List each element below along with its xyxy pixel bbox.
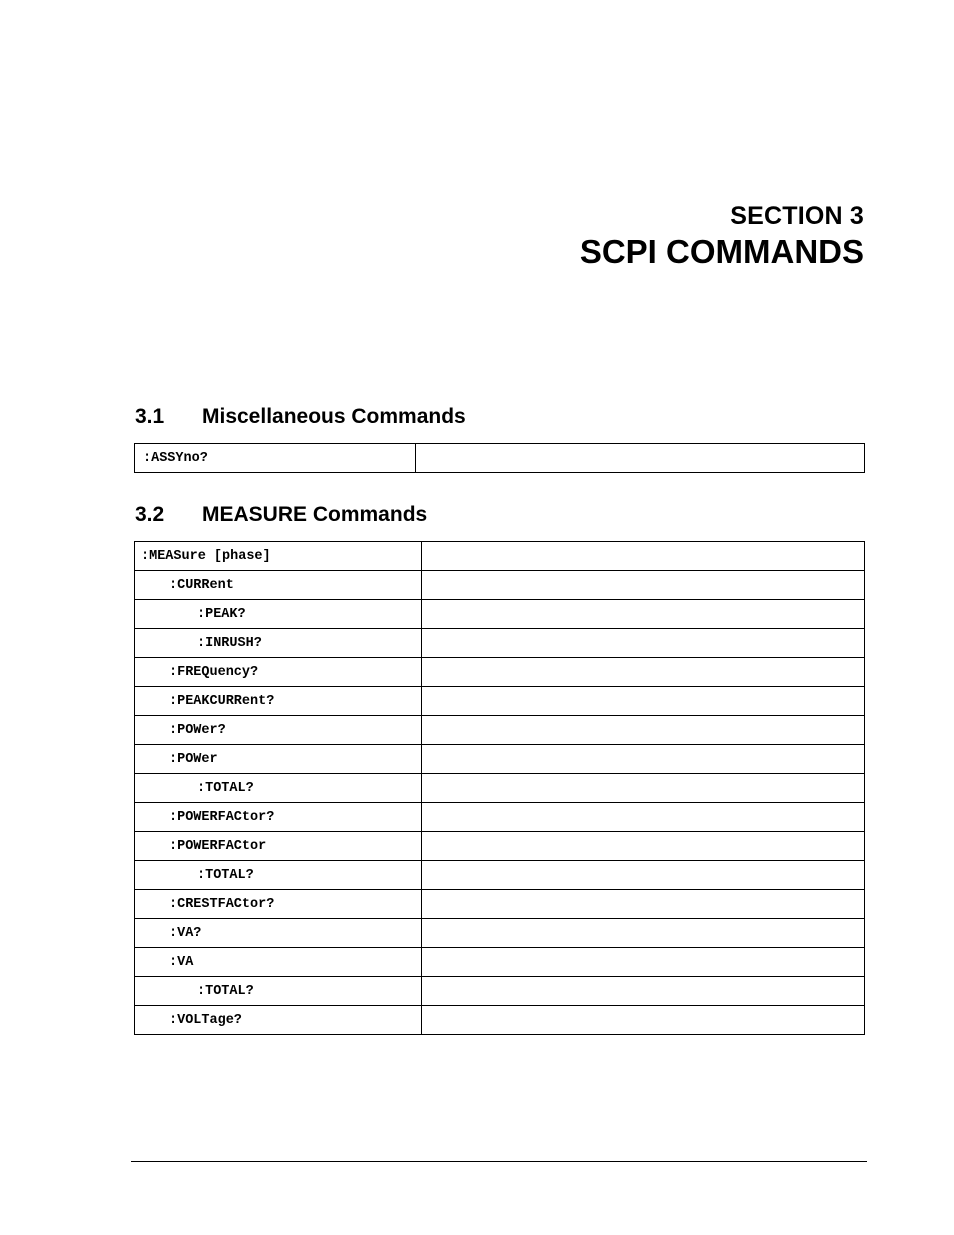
table-row xyxy=(135,600,865,629)
subsection-title: MEASURE Commands xyxy=(202,503,428,526)
command-cell: :VOLTage? xyxy=(135,1006,422,1035)
table-row xyxy=(135,1006,865,1035)
table-row xyxy=(135,977,865,1006)
command-cell: :ASSYno? xyxy=(135,444,416,473)
description-cell xyxy=(422,716,865,745)
command-cell: :POWer? xyxy=(135,716,422,745)
subsection-number: 3.1 xyxy=(135,405,165,428)
command-cell: :POWERFACtor? xyxy=(135,803,422,832)
table-row xyxy=(135,716,865,745)
description-cell xyxy=(422,629,865,658)
command-cell: :TOTAL? xyxy=(135,774,422,803)
description-cell xyxy=(422,832,865,861)
description-cell xyxy=(422,1006,865,1035)
table-row xyxy=(135,444,865,473)
command-cell: :PEAK? xyxy=(135,600,422,629)
description-cell xyxy=(422,658,865,687)
table-row xyxy=(135,658,865,687)
command-cell: :VA? xyxy=(135,919,422,948)
description-cell xyxy=(422,542,865,571)
table-row xyxy=(135,774,865,803)
description-cell xyxy=(422,571,865,600)
command-cell: :VA xyxy=(135,948,422,977)
section-title: SCPI COMMANDS xyxy=(579,233,864,270)
command-cell: :TOTAL? xyxy=(135,861,422,890)
subsection-title: Miscellaneous Commands xyxy=(202,405,466,428)
command-cell: :CURRent xyxy=(135,571,422,600)
description-cell xyxy=(422,600,865,629)
subsection-heading-measure xyxy=(135,503,427,527)
description-cell xyxy=(422,745,865,774)
command-cell: :PEAKCURRent? xyxy=(135,687,422,716)
table-row xyxy=(135,803,865,832)
description-cell xyxy=(416,444,865,473)
description-cell xyxy=(422,803,865,832)
table-row xyxy=(135,629,865,658)
command-cell: :TOTAL? xyxy=(135,977,422,1006)
footer-rule xyxy=(131,1161,867,1162)
table-row xyxy=(135,948,865,977)
table-row xyxy=(135,890,865,919)
table-row xyxy=(135,832,865,861)
measure-commands-table xyxy=(134,541,865,1035)
table-row xyxy=(135,919,865,948)
command-cell: :POWERFACtor xyxy=(135,832,422,861)
subsection-heading-misc xyxy=(135,405,466,429)
command-cell: :FREQuency? xyxy=(135,658,422,687)
description-cell xyxy=(422,919,865,948)
command-cell: :CRESTFACtor? xyxy=(135,890,422,919)
table-row xyxy=(135,687,865,716)
command-cell: :POWer xyxy=(135,745,422,774)
description-cell xyxy=(422,890,865,919)
table-row xyxy=(135,745,865,774)
section-label: SECTION 3 xyxy=(730,202,864,230)
description-cell xyxy=(422,861,865,890)
subsection-number: 3.2 xyxy=(135,503,165,526)
misc-commands-table xyxy=(134,443,865,473)
description-cell xyxy=(422,977,865,1006)
description-cell xyxy=(422,687,865,716)
table-row xyxy=(135,571,865,600)
table-row xyxy=(135,861,865,890)
command-cell: :MEASure [phase] xyxy=(135,542,422,571)
description-cell xyxy=(422,774,865,803)
description-cell xyxy=(422,948,865,977)
command-cell: :INRUSH? xyxy=(135,629,422,658)
table-row xyxy=(135,542,865,571)
